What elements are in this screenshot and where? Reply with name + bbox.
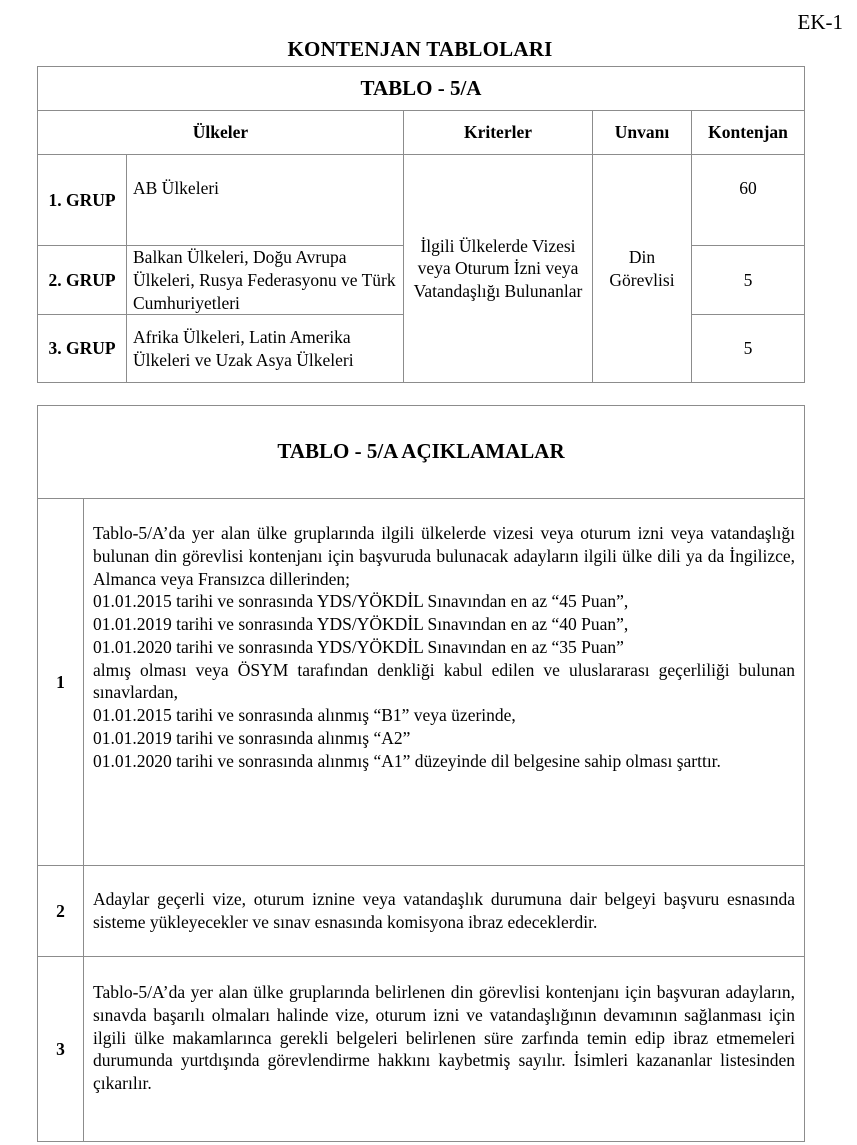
group-label: 2. GRUP xyxy=(38,246,127,315)
item-line: 01.01.2019 tarihi ve sonrasında YDS/YÖKDİL Sınavından en az “40 Puan”, xyxy=(93,614,629,634)
table-row xyxy=(38,957,805,1142)
item-paragraph: 01.01.2020 tarihi ve sonrasında alınmış “A1” düzeyinde dil belgesine sahip olması şarttır. xyxy=(93,750,721,771)
item-paragraph: almış olması veya ÖSYM tarafından denkliği kabul edilen ve uluslararası geçerliliği bulunan sınavlardan, xyxy=(93,659,796,703)
header-title: Unvanı xyxy=(593,111,692,155)
item-line: 01.01.2019 tarihi ve sonrasında alınmış “A2” xyxy=(93,727,411,748)
item-line: 01.01.2015 tarihi ve sonrasında alınmış “B1” veya üzerinde, xyxy=(93,705,516,725)
position-cell: Din Görevlisi xyxy=(593,155,692,383)
quota-cell: 5 xyxy=(692,246,805,315)
item-number: 3 xyxy=(38,957,84,1142)
countries-cell: Balkan Ülkeleri, Doğu Avrupa Ülkeleri, Rusya Federasyonu ve Türk Cumhuriyetleri xyxy=(127,246,404,315)
quota-cell: 60 xyxy=(692,155,805,246)
item-number: 1 xyxy=(38,499,84,866)
countries-cell: AB Ülkeleri xyxy=(127,155,404,246)
group-label: 1. GRUP xyxy=(38,155,127,246)
item-paragraph: Tablo-5/A’da yer alan ülke gruplarında ilgili ülkelerde vizesi veya oturum izni veya vatandaşlığı bulunan din görevlisi kontenjanı için başvuruda bulunacak adayların ilgili ülke dili ya da İngilizce, Almanca veya Fransızca dillerinden; xyxy=(93,523,796,589)
group-label: 3. GRUP xyxy=(38,315,127,383)
item-text xyxy=(84,499,805,866)
item-text: Tablo-5/A’da yer alan ülke gruplarında belirlenen din görevlisi kontenjanı için başvuran adayların, sınavda başarılı olmaları halinde vize, oturum izni ve vatandaşlığının devamının sağlanması için ilgili ülke makamlarınca gerekli belgeleri belirlenen süre zarfında temin edip ibraz etmemeleri durumunda yurtdışında görevlendirme hakkını kaybetmiş sayılır. İsimleri kazananlar listesinden çıkarılır. xyxy=(84,957,805,1142)
item-number: 2 xyxy=(38,866,84,957)
item-text: Adaylar geçerli vize, oturum iznine veya vatandaşlık durumuna dair belgeyi başvuru esnasında sisteme yükleyecekler ve sınav esnasında komisyona ibraz edeceklerdir. xyxy=(84,866,805,957)
countries-cell: Afrika Ülkeleri, Latin Amerika Ülkeleri ve Uzak Asya Ülkeleri xyxy=(127,315,404,383)
criteria-cell: İlgili Ülkelerde Vizesi veya Oturum İzni veya Vatandaşlığı Bulunanlar xyxy=(404,155,593,383)
header-countries: Ülkeler xyxy=(38,111,404,155)
table-row xyxy=(38,499,805,866)
item-line: 01.01.2015 tarihi ve sonrasında YDS/YÖKDİL Sınavından en az “45 Puan”, xyxy=(93,591,629,612)
header-criteria: Kriterler xyxy=(404,111,593,155)
table-row xyxy=(38,155,805,246)
table-row xyxy=(38,866,805,957)
explanations-title: TABLO - 5/A AÇIKLAMALAR xyxy=(38,406,805,499)
item-line: 01.01.2020 tarihi ve sonrasında YDS/YÖKDİL Sınavından en az “35 Puan” xyxy=(93,636,624,657)
page-title: KONTENJAN TABLOLARI xyxy=(287,37,553,61)
header-quota: Kontenjan xyxy=(692,111,805,155)
explanations-table xyxy=(37,405,805,1142)
quota-cell: 5 xyxy=(692,315,805,383)
annex-label: EK-1 xyxy=(797,10,843,34)
quota-table xyxy=(37,66,805,383)
quota-table-title: TABLO - 5/A xyxy=(38,67,805,111)
